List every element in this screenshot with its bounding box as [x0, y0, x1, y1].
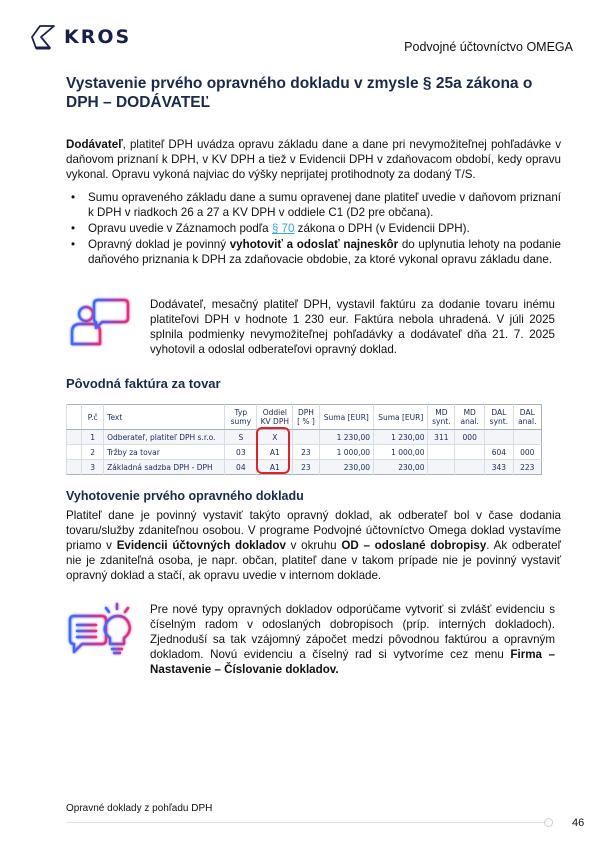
table-header-row: [67, 405, 542, 430]
cell: 03: [225, 445, 257, 460]
cell: A1: [257, 445, 293, 460]
cell: 23: [293, 460, 319, 475]
page-title: Vystavenie prvého opravného dokladu v zmysle § 25a zákona o DPH – DODÁVATEĽ: [66, 75, 533, 111]
footer-dot: [544, 818, 553, 827]
footer-title: Opravné doklady z pohľadu DPH: [66, 803, 213, 814]
product-name: Podvojné účtovníctvo OMEGA: [404, 40, 573, 54]
cell: 2: [82, 445, 104, 460]
footer-divider: [66, 822, 546, 823]
cell: [455, 445, 485, 460]
cell: 000: [513, 445, 541, 460]
issue-bold: Evidencii účtovných dokladov: [116, 539, 286, 552]
cell: 3: [82, 460, 104, 475]
cell: [428, 445, 455, 460]
bullet-item: [66, 221, 561, 236]
page-number: 46: [572, 817, 585, 829]
cell: Tržby za tovar: [104, 445, 225, 460]
invoice-heading: Pôvodná faktúra za tovar: [66, 376, 221, 391]
issue-heading: Vyhotovenie prvého opravného dokladu: [66, 489, 304, 503]
cell: 1: [82, 430, 104, 445]
bullet-text: Sumu opraveného základu dane a sumu opravenej dane platiteľ uvedie v daňovom priznaní k DPH v riadkoch 26 a 27 a KV DPH v oddiele C1 (D2 pre občana).: [88, 191, 561, 219]
cell: 04: [225, 460, 257, 475]
bullet-text: Opravný doklad je povinný: [88, 238, 230, 251]
cell: 343: [485, 460, 513, 475]
cell: X: [257, 430, 293, 445]
cell: Základná sadzba DPH - DPH: [104, 460, 225, 475]
col-header: P.č: [82, 405, 104, 430]
logo-text: KROS: [64, 26, 132, 48]
col-header: Suma [EUR]: [319, 405, 373, 430]
col-header: Suma [EUR]: [374, 405, 428, 430]
cell: S: [225, 430, 257, 445]
cell: [293, 430, 319, 445]
issue-text: Platiteľ dane je povinný vystaviť takýto opravný doklad, ak odberateľ bol v čase dodania tovaru/služby zdaniteľnou osobou. V programe Podvojné účtovníctvo Omega doklad vystavíme priamo v: [66, 509, 561, 552]
bullet-bold: vyhotoviť a odoslať najneskôr: [229, 238, 399, 251]
col-header: Text: [104, 405, 225, 430]
col-header: DAL synt.: [485, 405, 513, 430]
invoice-table: [66, 404, 542, 475]
cell: [455, 460, 485, 475]
cell: A1: [257, 460, 293, 475]
cell: 23: [293, 445, 319, 460]
cell: 000: [455, 430, 485, 445]
table-row: [67, 445, 542, 460]
typ-sumy-highlight: [256, 427, 290, 474]
tip-text: Pre nové typy opravných dokladov odporúčame vytvoriť si zvlášť evidenciu s číselným radom v odoslaných dobropisoch (príp. interných dokladoch). Zjednoduší sa tak vzájomný zápočet medzi pôvodnou faktúrou a opravným dokladom. Novú evidenciu a číselný rad si vytvoríme cez menu: [150, 603, 555, 661]
bullet-text: Opravu uvedie v Záznamoch podľa: [88, 222, 272, 235]
col-header: DPH [ % ]: [293, 405, 319, 430]
intro-paragraph: [66, 137, 561, 182]
col-header: MD synt.: [428, 405, 455, 430]
cell: 604: [485, 445, 513, 460]
cell: 1 000,00: [319, 445, 373, 460]
cell: [428, 460, 455, 475]
bullet-text: do uplynutia lehoty na podanie daňového priznania k DPH za zdaňovacie obdobie, za ktoré vykonal opravu základu dane.: [88, 238, 561, 266]
tip-bold-menu-path: Firma – Nastavenie – Číslovanie dokladov.: [150, 648, 555, 676]
cell: [67, 430, 82, 445]
bullet-item: [66, 237, 561, 267]
cell: 311: [428, 430, 455, 445]
section-70-link[interactable]: § 70: [271, 222, 295, 235]
bullet-text: zákona o DPH (v Evidencii DPH).: [294, 222, 470, 235]
kros-logo-icon: [30, 24, 56, 50]
intro-bold: Dodávateľ: [66, 138, 123, 151]
cell: [67, 460, 82, 475]
cell: 223: [513, 460, 541, 475]
kros-logo: [30, 24, 131, 50]
col-header: [67, 405, 82, 430]
issue-bold: OD – odoslané dobropisy: [341, 539, 487, 552]
col-header: Typ sumy: [225, 405, 257, 430]
cell: 1 000,00: [374, 445, 428, 460]
table-row: [67, 460, 542, 475]
cell: 230,00: [374, 460, 428, 475]
cell: [485, 430, 513, 445]
cell: 1 230,00: [319, 430, 373, 445]
issue-text: . Ak odberateľ nie je zdaniteľná osoba, je napr. občan, platiteľ dane v takom prípade nie je povinný vystaviť opravný doklad a stačí, ak opravu uvedie v internom doklade.: [66, 539, 562, 582]
cell: [67, 445, 82, 460]
cell: 230,00: [319, 460, 373, 475]
col-header: MD anal.: [455, 405, 485, 430]
example-note: Dodávateľ, mesačný platiteľ DPH, vystavil faktúru za dodanie tovaru inému platiteľovi DPH v hodnote 1 230 eur. Faktúra nebola uhradená. V júli 2025 splnila podmienky nevymožiteľnej pohľadávky a dodávateľ dňa 21. 7. 2025 vyhotovil a odoslal odberateľovi opravný doklad.: [150, 298, 555, 356]
col-header: DAL anal.: [513, 405, 541, 430]
person-chat-icon: [66, 294, 138, 356]
issue-text: v okruhu: [285, 539, 342, 552]
issue-paragraph: [66, 508, 561, 583]
cell: Odberateľ, platiteľ DPH s.r.o.: [104, 430, 225, 445]
cell: 1 230,00: [374, 430, 428, 445]
bullet-list: [66, 190, 561, 268]
bullet-item: [66, 190, 561, 220]
table-row: [67, 430, 542, 445]
intro-text: , platiteľ DPH uvádza opravu základu dane a dane pri nevymožiteľnej pohľadávke v daňovom priznaní k DPH, v KV DPH a tiež v Evidencii DPH v zdaňovacom období, kedy opravu vykonal. Opravu vykoná najviac do výšky neprijatej protihodnoty za dodaný T/S.: [66, 138, 561, 181]
tip-note: [150, 602, 555, 677]
chat-lightbulb-icon: [66, 600, 138, 662]
cell: [513, 430, 541, 445]
col-header: Oddiel KV DPH: [257, 405, 293, 430]
